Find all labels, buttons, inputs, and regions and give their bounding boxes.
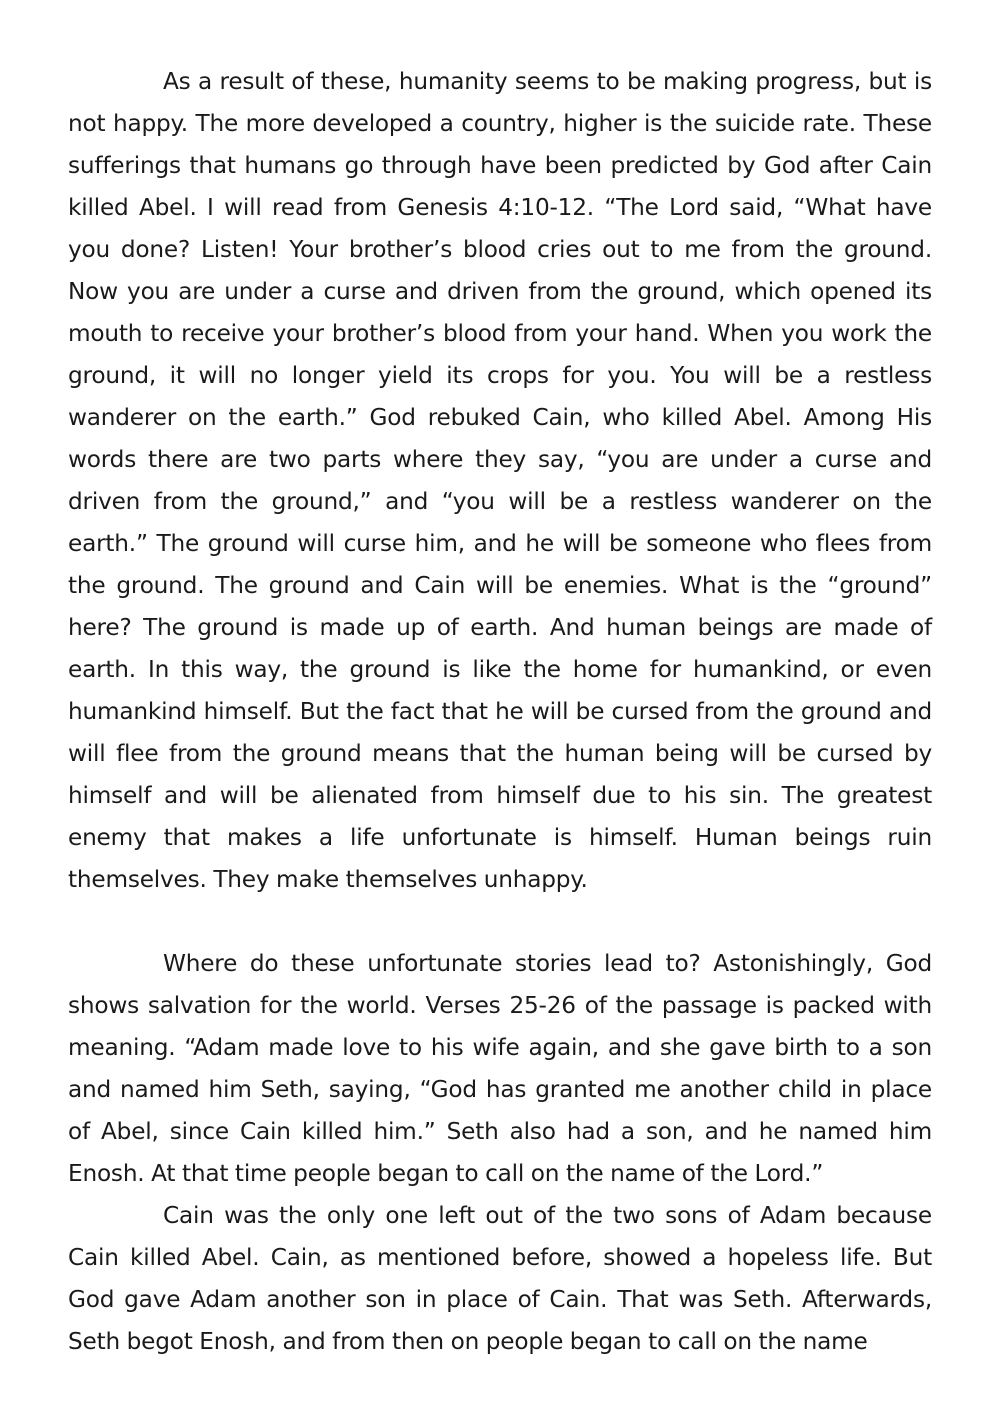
document-page — [68, 61, 932, 1363]
paragraph-2: Where do these unfortunate stories lead to? Astonishingly, God shows salvation for the world. Verses 25-26 of the passage is packed with meaning. “Adam made love to his wife again, and she gave birth to a son and named him Seth, saying, “God has granted me another child in place of Abel, since Cain killed him.” Seth also had a son, and he named him Enosh. At that time people began to call on the name of the Lord.” — [68, 950, 932, 1187]
paragraph-gap — [68, 901, 932, 943]
paragraph-1: As a result of these, humanity seems to be making progress, but is not happy. The more developed a country, higher is the suicide rate. These sufferings that humans go through have been predicted by God after Cain killed Abel. I will read from Genesis 4:10-12. “The Lord said, “What have you done? Listen! Your brother’s blood cries out to me from the ground. Now you are under a curse and driven from the ground, which opened its mouth to receive your brother’s blood from your hand. When you work the ground, it will no longer yield its crops for you. You will be a restless wanderer on the earth.” God rebuked Cain, who killed Abel. Among His words there are two parts where they say, “you are under a curse and driven from the ground,” and “you will be a restless wanderer on the earth.” The ground will curse him, and he will be someone who flees from the ground. The ground and Cain will be enemies. What is the “ground” here? The ground is made up of earth. And human beings are made of earth. In this way, the ground is like the home for humankind, or even humankind himself. But the fact that he will be cursed from the ground and will flee from the ground means that the human being will be cursed by himself and will be alienated from himself due to his sin. The greatest enemy that makes a life unfortunate is himself. Human beings ruin themselves. They make themselves unhappy. — [68, 68, 932, 893]
paragraph-3: Cain was the only one left out of the two sons of Adam because Cain killed Abel. Cain, as mentioned before, showed a hopeless life. But God gave Adam another son in place of Cain. That was Seth. Afterwards, Seth begot Enosh, and from then on people began to call on the name — [68, 1202, 932, 1355]
